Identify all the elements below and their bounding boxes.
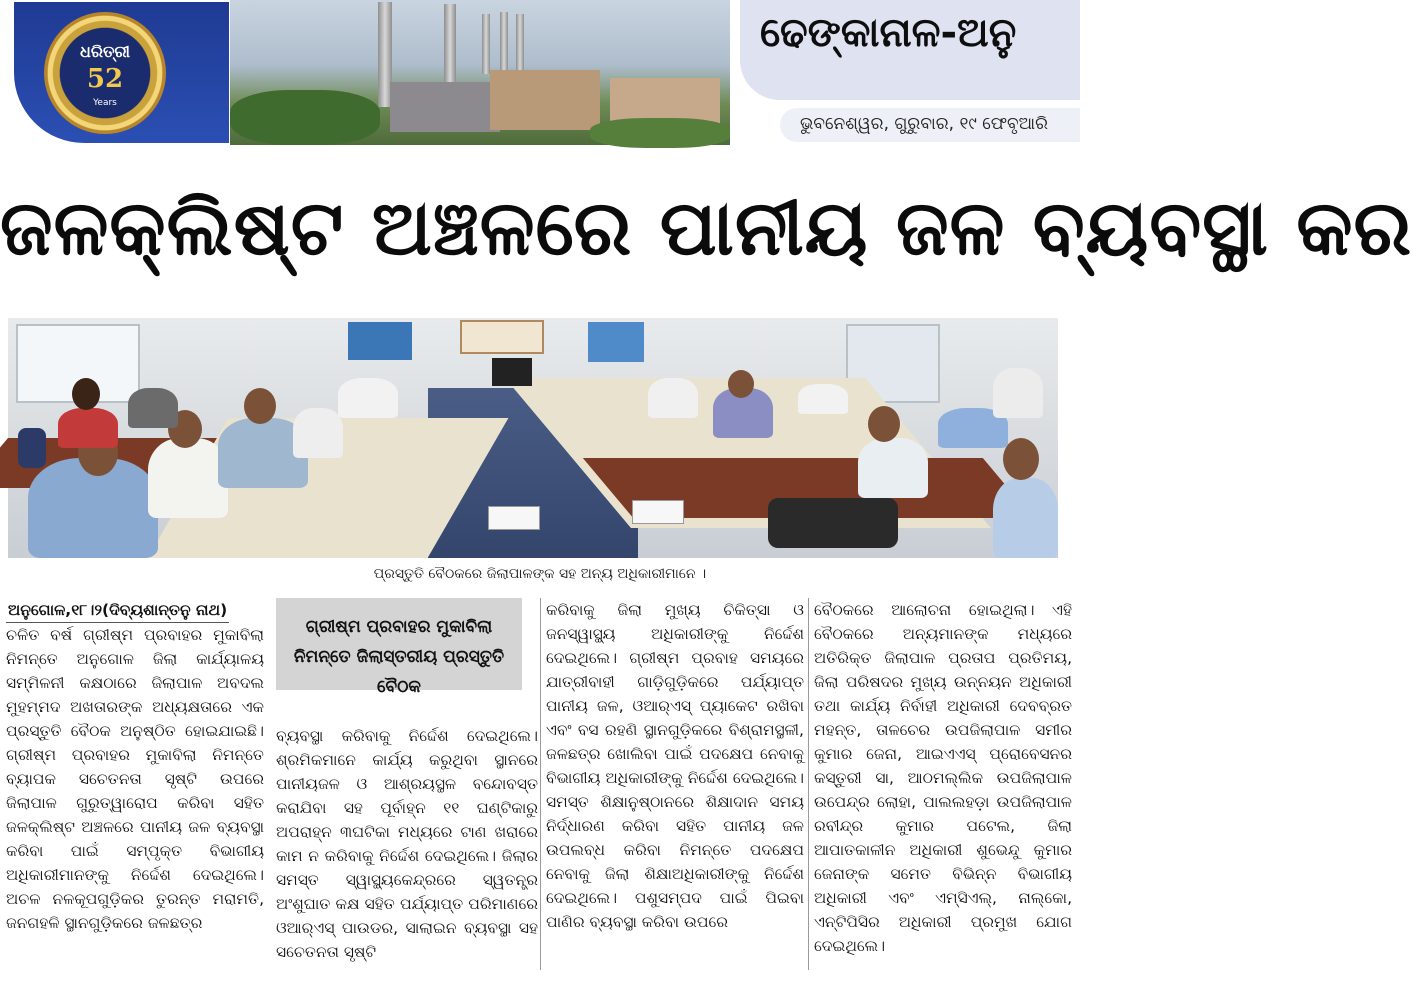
laptop-bag [768,498,898,548]
anniversary-logo [44,12,166,134]
paragraph: ବୈଠକରେ ଆଲୋଚନା ହୋଇଥିଲା। ଏହି ବୈଠକରେ ଅନ୍ୟମାନଙ୍କ ମଧ୍ୟରେ ଅତିରିକ୍ତ ଜିଲାପାଳ ପ୍ରତାପ ପ୍ରତିମୟ, ଜିଲା ପରିଷଦର ମୁଖ୍ୟ ଉନ୍ନୟନ ଅଧିକାରୀ ତଥା କାର୍ଯ୍ୟ ନିର୍ବାହୀ ଅଧିକାରୀ ଦେବବ୍ରତ ମହନ୍ତ, ତାଳଚେର ଉପଜିଲାପାଳ ସମୀର କୁମାର ଜେନା, ଆଇଏଏସ୍ ପ୍ରୋବେସନର କସ୍ତୁରୀ ସା, ଆଠମଲ୍ଲିକ ଉପଜିଲାପାଳ ଉପେନ୍ଦ୍ର ଲୋହା, ପାଲଲହଡ଼ା ଉପଜିଲାପାଳ ରବୀନ୍ଦ୍ର କୁମାର ପଟେଲ, ଜିଲା ଆପାତକାଳୀନ ଅଧିକାରୀ ଶୁଭେନ୍ଦୁ କୁମାର ଜେନାଙ୍କ ସମେତ ବିଭିନ୍ନ ବିଭାଗୀୟ ଅଧିକାରୀ ଏବଂ ଏମ୍‌ସିଏଲ୍, ନାଲ୍‌କୋ, ଏନ୍‌ଟିପିସିର ଅଧିକାରୀ ପ୍ରମୁଖ ଯୋଗ ଦେଇଥିଲେ। [814,601,1072,955]
article-column-4 [814,598,1072,958]
head [72,378,100,410]
column-divider [540,598,541,970]
paragraph: କରିବାକୁ ଜିଲା ମୁଖ୍ୟ ଚିକିତ୍ସା ଓ ଜନସ୍ୱାସ୍ଥ୍ୟ ଅଧିକାରୀଙ୍କୁ ନିର୍ଦ୍ଦେଶ ଦେଇଥିଲେ। ଗ୍ରୀଷ୍ମ ପ୍ରବାହ ସମୟରେ ଯାତ୍ରୀବାହୀ ଗାଡ଼ିଗୁଡ଼ିକରେ ପର୍ଯ୍ୟାପ୍ତ ପାନୀୟ ଜଳ, ଓଆର୍‌ଏସ୍ ପ୍ୟାକେଟ ରଖିବା ଏବଂ ବସ ରହଣି ସ୍ଥାନଗୁଡ଼ିକରେ ବିଶ୍ରାମସ୍ଥଳୀ, ଜଳଛତ୍ର ଖୋଲିବା ପାଇଁ ପଦକ୍ଷେପ ନେବାକୁ ବିଭାଗୀୟ ଅଧିକାରୀଙ୍କୁ ନିର୍ଦ୍ଦେଶ ଦେଇଥିଲେ। ସମସ୍ତ ଶିକ୍ଷାନୁଷ୍ଠାନରେ ଶିକ୍ଷାଦାନ ସମୟ ନିର୍ଦ୍ଧାରଣ କରିବା ସହିତ ପାନୀୟ ଜଳ ଉପଲବ୍ଧ କରିବା ନିମନ୍ତେ ପଦକ୍ଷେପ ନେବାକୁ ଜିଲା ଶିକ୍ଷାଅଧିକାରୀଙ୍କୁ ନିର୍ଦ୍ଦେଶ ଦେଇଥିଲେ। ପଶୁସମ୍ପଦ ପାଇଁ ପିଇବା ପାଣିର ବ୍ୟବସ୍ଥା କରିବା ଉପରେ [546,601,804,931]
article-subhead: ଗ୍ରୀଷ୍ମ ପ୍ରବାହର ମୁକାବିଲା ନିମନ୍ତେ ଜିଲାସ୍ତରୀୟ ପ୍ରସ୍ତୁତି ବୈଠକ [276,598,522,690]
wall-poster [588,322,644,362]
chimney [482,14,490,74]
head [1003,438,1039,480]
official [858,438,928,498]
trees [230,90,380,145]
dateline: ଭୁବନେଶ୍ୱର, ଗୁରୁବାର, ୧୯ ଫେବୃଆରି [800,114,1048,134]
official [993,368,1043,418]
plant-building [490,70,600,130]
power-socket [632,500,684,524]
monitor [492,358,532,386]
official [148,438,228,518]
head [728,370,754,398]
official [128,388,178,428]
byline: ଅନୁଗୋଳ,୧୮।୨(ଦିବ୍ୟଶାନ୍ତନୁ ନାଥ) [6,598,229,623]
wall-poster [348,322,412,360]
official [338,378,398,418]
column-divider [808,598,809,970]
paragraph: ଚଳିତ ବର୍ଷ ଗ୍ରୀଷ୍ମ ପ୍ରବାହର ମୁକାବିଲା ନିମନ୍ତେ ଅନୁଗୋଳ ଜିଲା କାର୍ଯ୍ୟାଳୟ ସମ୍ମିଳନୀ କକ୍ଷଠାରେ ଜିଲାପାଳ ଅବଦଲ ମୁହମ୍ମଦ ଅଖତାରଙ୍କ ଅଧ୍ୟକ୍ଷତାରେ ଏକ ପ୍ରସ୍ତୁତି ବୈଠକ ଅନୁଷ୍ଠିତ ହୋଇଯାଇଛି। ଗ୍ରୀଷ୍ମ ପ୍ରବାହର ମୁକାବିଲା ନିମନ୍ତେ ବ୍ୟାପକ ସଚେତନତା ସୃଷ୍ଟି ଉପରେ ଜିଲାପାଳ ଗୁରୁତ୍ୱାରୋପ କରିବା ସହିତ ଜଳକ୍ଲିଷ୍ଟ ଅଞ୍ଚଳରେ ପାନୀୟ ଜଳ ବ୍ୟବସ୍ଥା କରିବା ପାଇଁ ସମ୍ପୃକ୍ତ ବିଭାଗୀୟ ଅଧିକାରୀମାନଙ୍କୁ ନିର୍ଦ୍ଦେଶ ଦେଇଥିଲେ। ଅଚଳ ନଳକୂପଗୁଡ଼ିକର ତୁରନ୍ତ ମରାମତି, ଜନଗହଳି ସ୍ଥାନଗୁଡ଼ିକରେ ଜଳଛତ୍ର [6,626,264,932]
photo-caption: ପ୍ରସ୍ତୁତି ବୈଠକରେ ଜିଲାପାଳଙ୍କ ସହ ଅନ୍ୟ ଅଧିକାରୀମାନେ । [373,566,707,582]
chimney [500,12,508,72]
power-socket [488,506,540,530]
headline: ଜଳକ୍ଲିଷ୍ଟ ଅଞ୍ଚଳରେ ପାନୀୟ ଜଳ ବ୍ୟବସ୍ଥା କର [0,183,1412,272]
meeting-photo [8,318,1058,558]
official [798,384,848,414]
official [58,408,118,448]
trees [590,118,730,148]
masthead [0,0,1080,145]
article-column-3 [546,598,804,934]
official [648,378,698,418]
chair [18,428,46,468]
logo-brand-text: ଧରିତ୍ରୀ [80,42,130,61]
power-plant-photo [230,0,730,145]
article-column-1 [6,598,264,935]
plant-building [390,82,500,132]
head [868,406,900,442]
logo-years-label: Years [93,98,117,108]
head [244,388,276,424]
article-column-2 [276,708,538,979]
wall-banner [460,320,544,354]
logo-area [0,0,230,145]
logo-number: 52 [86,64,124,94]
edition-name: ଢେଙ୍କାନାଳ-ଅନୁ [760,10,1017,56]
paragraph: ବ୍ୟବସ୍ଥା କରିବାକୁ ନିର୍ଦ୍ଦେଶ ଦେଇଥିଲେ। ଶ୍ରମିକମାନେ କାର୍ଯ୍ୟ କରୁଥିବା ସ୍ଥାନରେ ପାନୀୟଜଳ ଓ ଆଶ୍ରୟସ୍ଥଳ ବନ୍ଦୋବସ୍ତ କରାଯିବା ସହ ପୂର୍ବାହ୍ନ ୧୧ ଘଣ୍ଟିକାରୁ ଅପରାହ୍ନ ୩ଘଟିକା ମଧ୍ୟରେ ଟାଣ ଖରାରେ କାମ ନ କରିବାକୁ ନିର୍ଦ୍ଦେଶ ଦେଇଥିଲେ। ଜିଲାର ସମସ୍ତ ସ୍ୱାସ୍ଥ୍ୟକେନ୍ଦ୍ରରେ ସ୍ୱତନ୍ତ୍ର ଅଂଶୁଘାତ କକ୍ଷ ସହିତ ପର୍ଯ୍ୟାପ୍ତ ପରିମାଣରେ ଓଆର୍‌ଏସ୍ ପାଉଡର, ସାଲାଇନ ବ୍ୟବସ୍ଥା ସହ ସଚେତନତା ସୃଷ୍ଟି [276,726,538,961]
official [293,408,343,458]
official [993,478,1058,558]
chimney [444,4,456,94]
chimney [516,14,524,70]
